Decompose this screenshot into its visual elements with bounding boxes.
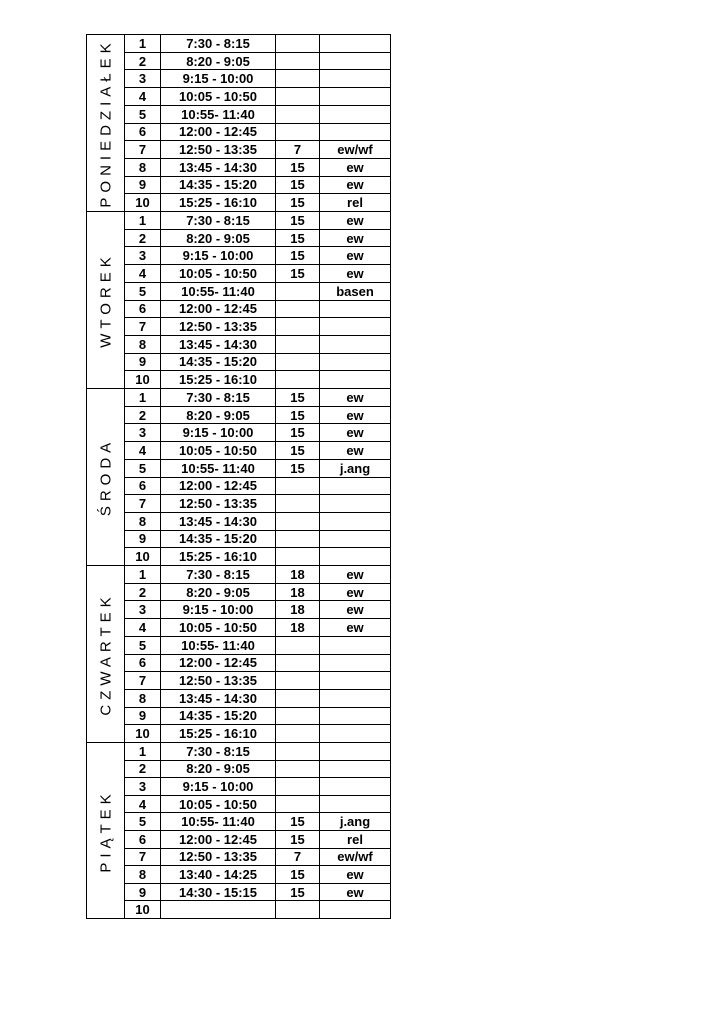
lesson-subject: rel — [320, 194, 391, 212]
lesson-time: 10:55- 11:40 — [161, 106, 276, 124]
lesson-row — [125, 619, 391, 637]
lesson-subject — [320, 655, 391, 673]
lesson-room — [276, 124, 320, 142]
lesson-subject — [320, 88, 391, 106]
lesson-number: 10 — [125, 725, 161, 743]
lesson-time: 8:20 - 9:05 — [161, 407, 276, 425]
lesson-time: 12:00 - 12:45 — [161, 301, 276, 319]
lesson-number: 2 — [125, 230, 161, 248]
lesson-row — [125, 177, 391, 195]
lesson-room: 18 — [276, 601, 320, 619]
lesson-subject — [320, 796, 391, 814]
lesson-number: 10 — [125, 194, 161, 212]
lesson-subject — [320, 124, 391, 142]
lesson-time: 7:30 - 8:15 — [161, 35, 276, 53]
lesson-room: 7 — [276, 849, 320, 867]
lesson-row — [125, 371, 391, 389]
day-name: CZWARTEK — [97, 592, 114, 716]
lesson-room: 15 — [276, 230, 320, 248]
lesson-room — [276, 70, 320, 88]
lesson-row — [125, 637, 391, 655]
lesson-number: 6 — [125, 655, 161, 673]
lesson-rows — [125, 389, 391, 566]
lesson-time: 13:45 - 14:30 — [161, 690, 276, 708]
lesson-time: 7:30 - 8:15 — [161, 566, 276, 584]
lesson-room — [276, 495, 320, 513]
lesson-row — [125, 708, 391, 726]
lesson-room: 18 — [276, 566, 320, 584]
lesson-row — [125, 513, 391, 531]
lesson-row — [125, 478, 391, 496]
lesson-subject: ew — [320, 159, 391, 177]
day-label-cell — [87, 35, 125, 212]
lesson-time: 12:00 - 12:45 — [161, 124, 276, 142]
lesson-subject: ew/wf — [320, 849, 391, 867]
lesson-row — [125, 159, 391, 177]
lesson-room — [276, 371, 320, 389]
lesson-number: 2 — [125, 761, 161, 779]
lesson-number: 6 — [125, 831, 161, 849]
lesson-room: 15 — [276, 159, 320, 177]
day-label-cell — [87, 566, 125, 743]
lesson-number: 2 — [125, 407, 161, 425]
lesson-time: 15:25 - 16:10 — [161, 548, 276, 566]
lesson-number: 5 — [125, 283, 161, 301]
day-name: ŚRODA — [97, 437, 114, 517]
lesson-time: 8:20 - 9:05 — [161, 53, 276, 71]
lesson-room: 15 — [276, 424, 320, 442]
lesson-subject: ew — [320, 866, 391, 884]
lesson-room — [276, 743, 320, 761]
lesson-subject: ew — [320, 584, 391, 602]
day-block — [87, 212, 391, 389]
lesson-row — [125, 796, 391, 814]
lesson-row — [125, 831, 391, 849]
lesson-room: 15 — [276, 177, 320, 195]
lesson-number: 9 — [125, 884, 161, 902]
lesson-row — [125, 318, 391, 336]
lesson-time: 7:30 - 8:15 — [161, 212, 276, 230]
lesson-subject: ew — [320, 177, 391, 195]
lesson-time: 8:20 - 9:05 — [161, 230, 276, 248]
lesson-room: 15 — [276, 460, 320, 478]
lesson-time: 7:30 - 8:15 — [161, 389, 276, 407]
lesson-time: 14:30 - 15:15 — [161, 884, 276, 902]
lesson-row — [125, 247, 391, 265]
day-name: WTOREK — [97, 252, 114, 348]
lesson-time: 9:15 - 10:00 — [161, 247, 276, 265]
lesson-room — [276, 301, 320, 319]
lesson-subject: j.ang — [320, 813, 391, 831]
lesson-subject — [320, 548, 391, 566]
lesson-time: 13:45 - 14:30 — [161, 159, 276, 177]
lesson-time: 13:45 - 14:30 — [161, 336, 276, 354]
lesson-room — [276, 531, 320, 549]
lesson-subject: ew — [320, 424, 391, 442]
lesson-row — [125, 866, 391, 884]
lesson-room — [276, 106, 320, 124]
lesson-number: 7 — [125, 672, 161, 690]
lesson-number: 3 — [125, 601, 161, 619]
lesson-time: 9:15 - 10:00 — [161, 424, 276, 442]
lesson-number: 10 — [125, 548, 161, 566]
lesson-room: 15 — [276, 866, 320, 884]
day-block — [87, 389, 391, 566]
lesson-number: 3 — [125, 424, 161, 442]
lesson-row — [125, 442, 391, 460]
lesson-row — [125, 35, 391, 53]
lesson-time: 9:15 - 10:00 — [161, 70, 276, 88]
lesson-time: 10:05 - 10:50 — [161, 796, 276, 814]
lesson-row — [125, 265, 391, 283]
lesson-room — [276, 761, 320, 779]
lesson-row — [125, 849, 391, 867]
lesson-time: 15:25 - 16:10 — [161, 371, 276, 389]
day-block — [87, 35, 391, 212]
lesson-time: 10:05 - 10:50 — [161, 88, 276, 106]
lesson-number: 1 — [125, 389, 161, 407]
lesson-time: 12:50 - 13:35 — [161, 495, 276, 513]
lesson-number: 1 — [125, 566, 161, 584]
lesson-row — [125, 194, 391, 212]
lesson-row — [125, 106, 391, 124]
lesson-number: 2 — [125, 53, 161, 71]
day-name: PONIEDZIAŁEK — [97, 38, 114, 208]
lesson-time: 12:50 - 13:35 — [161, 318, 276, 336]
lesson-room — [276, 354, 320, 372]
lesson-subject — [320, 708, 391, 726]
lesson-row — [125, 212, 391, 230]
lesson-subject — [320, 318, 391, 336]
lesson-number: 9 — [125, 354, 161, 372]
lesson-subject: ew — [320, 265, 391, 283]
lesson-time: 14:35 - 15:20 — [161, 708, 276, 726]
lesson-subject — [320, 513, 391, 531]
day-label-cell — [87, 212, 125, 389]
lesson-room: 18 — [276, 619, 320, 637]
lesson-subject — [320, 70, 391, 88]
lesson-number: 4 — [125, 796, 161, 814]
lesson-room: 15 — [276, 407, 320, 425]
lesson-time: 12:50 - 13:35 — [161, 141, 276, 159]
lesson-row — [125, 601, 391, 619]
lesson-room — [276, 690, 320, 708]
day-block — [87, 743, 391, 919]
lesson-row — [125, 778, 391, 796]
day-label-cell — [87, 389, 125, 566]
lesson-room — [276, 513, 320, 531]
lesson-row — [125, 743, 391, 761]
lesson-number: 7 — [125, 318, 161, 336]
lesson-number: 8 — [125, 513, 161, 531]
lesson-time: 10:05 - 10:50 — [161, 265, 276, 283]
lesson-time: 9:15 - 10:00 — [161, 778, 276, 796]
lesson-room: 15 — [276, 194, 320, 212]
lesson-number: 9 — [125, 531, 161, 549]
lesson-number: 8 — [125, 690, 161, 708]
lesson-row — [125, 389, 391, 407]
lesson-rows — [125, 566, 391, 743]
lesson-row — [125, 141, 391, 159]
lesson-room — [276, 336, 320, 354]
lesson-number: 1 — [125, 35, 161, 53]
lesson-subject: ew — [320, 389, 391, 407]
day-block — [87, 566, 391, 743]
lesson-number: 6 — [125, 478, 161, 496]
lesson-number: 4 — [125, 619, 161, 637]
lesson-time: 7:30 - 8:15 — [161, 743, 276, 761]
lesson-subject: ew — [320, 212, 391, 230]
lesson-time: 12:00 - 12:45 — [161, 655, 276, 673]
lesson-room: 15 — [276, 212, 320, 230]
lesson-time: 12:50 - 13:35 — [161, 672, 276, 690]
lesson-room — [276, 35, 320, 53]
lesson-subject — [320, 637, 391, 655]
lesson-number: 5 — [125, 106, 161, 124]
lesson-number: 9 — [125, 177, 161, 195]
lesson-subject: ew — [320, 601, 391, 619]
lesson-row — [125, 354, 391, 372]
lesson-number: 8 — [125, 336, 161, 354]
timetable — [86, 34, 391, 919]
lesson-subject — [320, 901, 391, 919]
lesson-time: 12:50 - 13:35 — [161, 849, 276, 867]
lesson-subject — [320, 301, 391, 319]
lesson-room — [276, 796, 320, 814]
lesson-number: 8 — [125, 866, 161, 884]
lesson-row — [125, 53, 391, 71]
lesson-row — [125, 584, 391, 602]
lesson-room — [276, 637, 320, 655]
lesson-subject: ew — [320, 230, 391, 248]
lesson-time: 14:35 - 15:20 — [161, 354, 276, 372]
lesson-room: 18 — [276, 584, 320, 602]
lesson-time: 8:20 - 9:05 — [161, 584, 276, 602]
lesson-room: 15 — [276, 884, 320, 902]
lesson-subject — [320, 761, 391, 779]
lesson-row — [125, 566, 391, 584]
lesson-room — [276, 478, 320, 496]
lesson-subject — [320, 35, 391, 53]
lesson-time: 13:40 - 14:25 — [161, 866, 276, 884]
lesson-time: 14:35 - 15:20 — [161, 177, 276, 195]
lesson-number: 3 — [125, 247, 161, 265]
lesson-subject — [320, 743, 391, 761]
lesson-room: 15 — [276, 265, 320, 283]
lesson-number: 6 — [125, 124, 161, 142]
lesson-subject — [320, 371, 391, 389]
lesson-subject — [320, 354, 391, 372]
lesson-time: 10:05 - 10:50 — [161, 442, 276, 460]
lesson-row — [125, 531, 391, 549]
lesson-row — [125, 407, 391, 425]
day-label-cell — [87, 743, 125, 919]
lesson-row — [125, 336, 391, 354]
lesson-number: 7 — [125, 495, 161, 513]
day-name: PIĄTEK — [97, 788, 114, 873]
lesson-room — [276, 88, 320, 106]
lesson-subject: ew — [320, 884, 391, 902]
lesson-row — [125, 725, 391, 743]
lesson-room — [276, 672, 320, 690]
lesson-row — [125, 88, 391, 106]
lesson-room: 15 — [276, 442, 320, 460]
lesson-time: 10:55- 11:40 — [161, 813, 276, 831]
lesson-room — [276, 708, 320, 726]
lesson-number: 6 — [125, 301, 161, 319]
lesson-subject — [320, 531, 391, 549]
lesson-number: 7 — [125, 141, 161, 159]
lesson-row — [125, 301, 391, 319]
lesson-time: 10:55- 11:40 — [161, 283, 276, 301]
lesson-subject — [320, 725, 391, 743]
lesson-time: 12:00 - 12:45 — [161, 478, 276, 496]
lesson-row — [125, 230, 391, 248]
lesson-row — [125, 690, 391, 708]
lesson-subject — [320, 478, 391, 496]
lesson-room: 15 — [276, 813, 320, 831]
lesson-subject: rel — [320, 831, 391, 849]
lesson-subject — [320, 690, 391, 708]
lesson-row — [125, 672, 391, 690]
lesson-time: 15:25 - 16:10 — [161, 725, 276, 743]
lesson-room — [276, 283, 320, 301]
lesson-number: 1 — [125, 212, 161, 230]
lesson-row — [125, 124, 391, 142]
lesson-row — [125, 495, 391, 513]
lesson-row — [125, 460, 391, 478]
lesson-subject: ew — [320, 566, 391, 584]
lesson-number: 9 — [125, 708, 161, 726]
lesson-subject: ew — [320, 247, 391, 265]
lesson-room: 15 — [276, 247, 320, 265]
lesson-time: 10:55- 11:40 — [161, 637, 276, 655]
lesson-room — [276, 901, 320, 919]
lesson-room — [276, 318, 320, 336]
lesson-subject: j.ang — [320, 460, 391, 478]
lesson-subject — [320, 336, 391, 354]
lesson-row — [125, 901, 391, 919]
lesson-time: 9:15 - 10:00 — [161, 601, 276, 619]
lesson-subject: ew — [320, 619, 391, 637]
lesson-number: 10 — [125, 371, 161, 389]
lesson-time: 8:20 - 9:05 — [161, 761, 276, 779]
lesson-row — [125, 761, 391, 779]
lesson-rows — [125, 743, 391, 919]
lesson-subject — [320, 53, 391, 71]
lesson-number: 5 — [125, 813, 161, 831]
lesson-room: 7 — [276, 141, 320, 159]
lesson-subject: ew — [320, 407, 391, 425]
lesson-room — [276, 725, 320, 743]
lesson-row — [125, 70, 391, 88]
lesson-row — [125, 424, 391, 442]
lesson-room: 15 — [276, 389, 320, 407]
lesson-number: 7 — [125, 849, 161, 867]
lesson-room — [276, 53, 320, 71]
lesson-row — [125, 283, 391, 301]
lesson-number: 10 — [125, 901, 161, 919]
lesson-subject — [320, 106, 391, 124]
lesson-room: 15 — [276, 831, 320, 849]
lesson-row — [125, 655, 391, 673]
lesson-number: 4 — [125, 442, 161, 460]
lesson-number: 8 — [125, 159, 161, 177]
lesson-subject — [320, 778, 391, 796]
lesson-time: 12:00 - 12:45 — [161, 831, 276, 849]
lesson-subject — [320, 495, 391, 513]
lesson-number: 5 — [125, 637, 161, 655]
lesson-subject — [320, 672, 391, 690]
lesson-number: 5 — [125, 460, 161, 478]
lesson-number: 1 — [125, 743, 161, 761]
lesson-number: 3 — [125, 778, 161, 796]
lesson-room — [276, 778, 320, 796]
lesson-subject: ew — [320, 442, 391, 460]
lesson-number: 4 — [125, 88, 161, 106]
lesson-number: 4 — [125, 265, 161, 283]
lesson-time: 13:45 - 14:30 — [161, 513, 276, 531]
lesson-room — [276, 655, 320, 673]
lesson-row — [125, 548, 391, 566]
lesson-rows — [125, 35, 391, 212]
lesson-time: 10:05 - 10:50 — [161, 619, 276, 637]
lesson-number: 2 — [125, 584, 161, 602]
lesson-row — [125, 813, 391, 831]
lesson-row — [125, 884, 391, 902]
lesson-time: 10:55- 11:40 — [161, 460, 276, 478]
lesson-rows — [125, 212, 391, 389]
lesson-room — [276, 548, 320, 566]
lesson-time: 14:35 - 15:20 — [161, 531, 276, 549]
lesson-subject: ew/wf — [320, 141, 391, 159]
lesson-subject: basen — [320, 283, 391, 301]
lesson-time — [161, 901, 276, 919]
lesson-number: 3 — [125, 70, 161, 88]
lesson-time: 15:25 - 16:10 — [161, 194, 276, 212]
